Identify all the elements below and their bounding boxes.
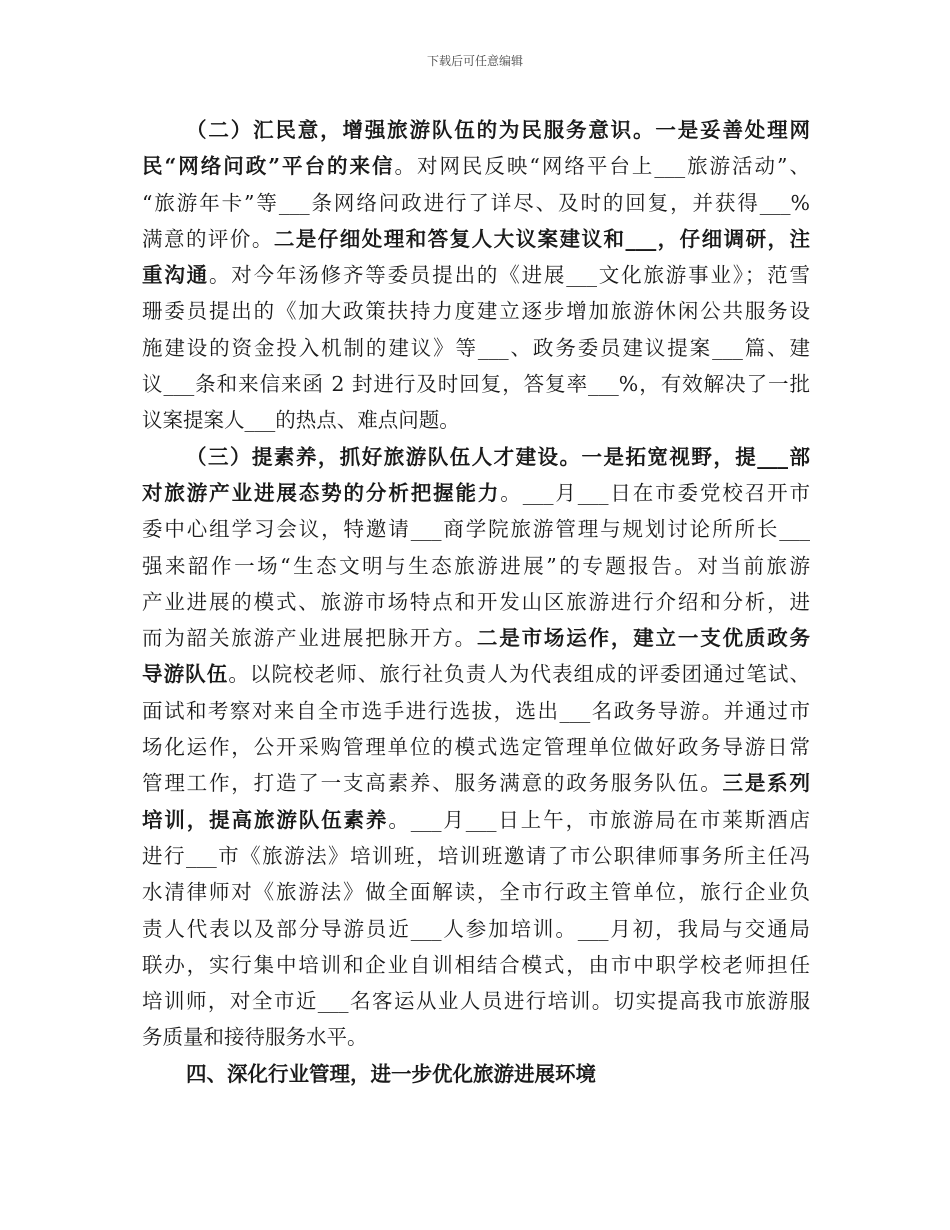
bold-text: 对旅游产业进展态势的分析把握能力 <box>142 480 501 505</box>
text-line <box>142 620 810 656</box>
bold-text: 重沟通 <box>142 263 209 288</box>
text-line <box>142 983 810 1019</box>
text-line <box>142 185 810 221</box>
text-span: 。对网民反映“网络平台上___旅游活动”、 <box>394 154 810 179</box>
text-line <box>142 1019 810 1055</box>
text-span: 务质量和接待服务水平。 <box>142 1025 368 1050</box>
text-span: 责人代表以及部分导游员近___人参加培训。___月初，我局与交通局 <box>142 916 810 941</box>
bold-text: 导游队伍 <box>142 662 229 687</box>
bold-text: 培训，提高旅游队伍素养 <box>142 807 389 832</box>
page-header: 下载后可任意编辑 <box>426 54 523 68</box>
text-span: 施建设的资金投入机制的建议》等___、政务委员建议提案___篇、建 <box>142 335 810 360</box>
text-line <box>142 656 810 692</box>
text-span: 而为韶关旅游产业进展把脉开方。 <box>142 626 477 651</box>
text-line <box>142 330 810 366</box>
text-span: 议案提案人___的热点、难点问题。 <box>142 408 460 433</box>
text-line <box>142 293 810 329</box>
text-span: 联办，实行集中培训和企业自训相结合模式，由市中职学校老师担任 <box>142 952 810 977</box>
text-line <box>142 802 810 838</box>
text-span: 强来韶作一场“生态文明与生态旅游进展”的专题报告。对当前旅游 <box>142 553 810 578</box>
bold-text: 四、深化行业管理，进一步优化旅游进展环境 <box>186 1061 596 1086</box>
bold-text: 二是仔细处理和答复人大议案建议和___，仔细调研，注 <box>273 226 811 251</box>
text-span: 。以院校老师、旅行社负责人为代表组成的评委团通过笔试、 <box>228 662 811 687</box>
text-line <box>142 765 810 801</box>
text-span: 进行___市《旅游法》培训班，培训班邀请了市公职律师事务所主任冯 <box>142 843 810 868</box>
text-span: “旅游年卡”等___条网络问政进行了详尽、及时的回复，并获得___% <box>142 190 810 215</box>
text-line <box>142 257 810 293</box>
text-line <box>142 511 810 547</box>
text-line <box>142 366 810 402</box>
text-span: 水清律师对《旅游法》做全面解读，全市行政主管单位，旅行企业负 <box>142 880 810 905</box>
bold-text: （三）提素养，抓好旅游队伍人才建设。一是拓宽视野，提___部 <box>186 444 810 469</box>
text-line <box>142 1056 810 1092</box>
text-line <box>142 548 810 584</box>
bold-text: （二）汇民意，增强旅游队伍的为民服务意识。一是妥善处理网 <box>186 118 810 142</box>
bold-text: 二是市场运作，建立一支优质政务 <box>476 626 811 651</box>
text-span: 。___月___日在市委党校召开市 <box>500 480 811 505</box>
text-line <box>142 584 810 620</box>
text-line <box>142 911 810 947</box>
text-span: 面试和考察对来自全市选手进行选拔，选出___名政务导游。并通过市 <box>142 698 810 723</box>
text-span: 管理工作，打造了一支高素养、服务满意的政务服务队伍。 <box>142 771 723 796</box>
text-line <box>142 947 810 983</box>
text-line <box>142 148 810 184</box>
document-body <box>142 112 810 1092</box>
text-line <box>142 729 810 765</box>
text-span: 议___条和来信来函 2 封进行及时回复，答复率___%，有效解决了一批 <box>142 372 810 397</box>
text-line <box>142 693 810 729</box>
text-line <box>142 221 810 257</box>
text-span: 培训师，对全市近___名客运从业人员进行培训。切实提高我市旅游服 <box>142 989 810 1014</box>
text-span: 满意的评价。 <box>142 226 274 251</box>
text-line <box>142 112 810 148</box>
text-line <box>142 874 810 910</box>
text-span: 委中心组学习会议，特邀请___商学院旅游管理与规划讨论所所长___ <box>142 517 810 542</box>
text-line <box>142 475 810 511</box>
bold-text: 三是系列 <box>722 771 810 796</box>
text-span: 。对今年汤修齐等委员提出的《进展___文化旅游事业》；范雪 <box>208 263 811 288</box>
text-span: 。___月___日上午，市旅游局在市莱斯酒店 <box>388 807 811 832</box>
text-line <box>142 838 810 874</box>
text-line <box>142 402 810 438</box>
bold-text: 民“网络问政”平台的来信 <box>142 154 395 179</box>
text-line <box>142 439 810 475</box>
text-span: 珊委员提出的《加大政策扶持力度建立逐步增加旅游休闲公共服务设 <box>142 299 810 324</box>
text-span: 场化运作，公开采购管理单位的模式选定管理单位做好政务导游日常 <box>142 735 810 760</box>
text-span: 产业进展的模式、旅游市场特点和开发山区旅游进行介绍和分析，进 <box>142 589 810 614</box>
